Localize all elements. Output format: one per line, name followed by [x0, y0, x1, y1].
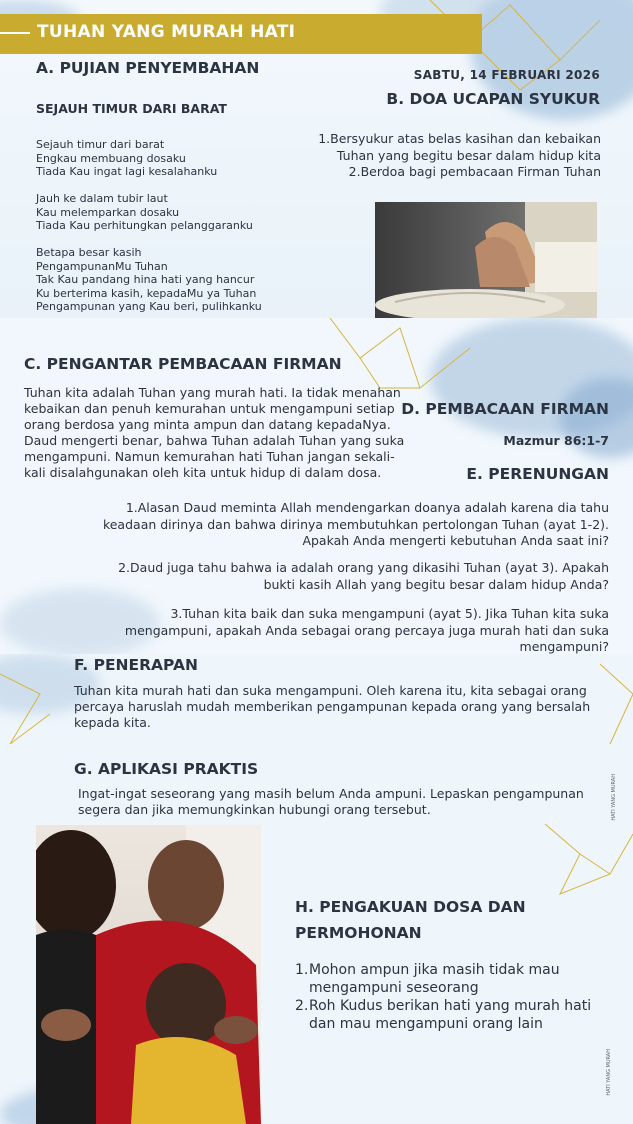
section-c-text [24, 385, 404, 481]
lyric-line: PengampunanMu Tuhan [36, 259, 168, 273]
text-line: Mohon ampun jika masih tidak mau [309, 962, 560, 978]
text-line: mengampuni seseorang [309, 980, 479, 996]
section-b-list [301, 131, 601, 181]
text-line: Roh Kudus berikan hati yang murah hati [309, 998, 592, 1014]
text-line: segera dan jika memungkinkan hubungi orang tersebut. [78, 802, 431, 817]
panel-application-confession [0, 654, 633, 1124]
praying-family-illustration [36, 825, 261, 1124]
lyric-line: Engkau membuang dosaku [36, 151, 186, 165]
page-title: TUHAN YANG MURAH HATI [37, 22, 296, 42]
text-line: 3.Tuhan kita baik dan suka mengampuni (ayat 5). Jika Tuhan kita suka [170, 606, 609, 621]
list-item [295, 961, 591, 997]
section-b-heading: B. DOA UCAPAN SYUKUR [386, 90, 600, 108]
song-verse-2 [36, 192, 253, 233]
song-verse-3 [36, 246, 262, 314]
section-f-heading: F. PENERAPAN [74, 656, 198, 674]
text-line: 2.Daud juga tahu bahwa ia adalah orang yang dikasihi Tuhan (ayat 3). Apakah [118, 560, 609, 575]
lyric-line: Jauh ke dalam tubir laut [36, 192, 168, 205]
section-e-heading: E. PERENUNGAN [466, 465, 609, 483]
text-line: orang berdosa yang minta ampun dan datang kepadaNya. [24, 417, 391, 432]
lyric-line: Betapa besar kasih [36, 246, 142, 259]
song-verse-1 [36, 138, 217, 179]
heading-line: H. PENGAKUAN DOSA DAN [295, 898, 526, 916]
panel-introduction-reflection [0, 318, 633, 654]
song-title: SEJAUH TIMUR DARI BARAT [36, 101, 227, 116]
text-line: mengampuni. Namun kemurahan hati Tuhan jangan sekali- [24, 449, 395, 464]
list-number: 2. [295, 998, 309, 1014]
side-watermark: HATI YANG MURAH [606, 1049, 612, 1096]
list-number: 1. [295, 962, 309, 978]
lyric-line: Sejauh timur dari barat [36, 138, 165, 151]
text-line: 1.Alasan Daud meminta Allah mendengarkan doanya adalah karena dia tahu [125, 500, 609, 515]
section-f-text [74, 683, 590, 731]
date-label: SABTU, 14 FEBRUARI 2026 [413, 68, 600, 82]
side-watermark: HATI YANG MURAH [611, 774, 617, 821]
section-g-text [78, 786, 584, 818]
text-line: mengampuni? [519, 639, 609, 654]
praying-hands-photo [375, 202, 597, 318]
praying-hands-illustration [375, 202, 597, 318]
text-line: keadaan dirinya dan bahwa dirinya membutuhkan pertolongan Tuhan (ayat 1-2). [102, 516, 609, 532]
panel-praise-thanksgiving [0, 0, 633, 318]
reflection-point-1 [89, 500, 609, 550]
text-line: Daud mengerti benar, bahwa Tuhan adalah Tuhan yang suka [24, 433, 405, 448]
text-line: bukti kasih Allah yang begitu besar dalam hidup Anda? [263, 576, 609, 592]
text-line: dan mau mengampuni orang lain [309, 1016, 543, 1032]
banner-accent-line [0, 32, 30, 34]
reflection-point-2 [89, 560, 609, 593]
lyric-line: Tiada Kau ingat lagi kesalahanku [36, 165, 218, 179]
lyric-line: Ku berterima kasih, kepadaMu ya Tuhan [36, 286, 257, 300]
reflection-point-3 [89, 606, 609, 654]
section-g-heading: G. APLIKASI PRAKTIS [74, 760, 259, 778]
text-line: kali disalahgunakan oleh kita untuk hidup di dalam dosa. [24, 465, 382, 480]
text-line: kebaikan dan penuh kemurahan untuk mengampuni setiap [24, 401, 395, 416]
section-h-list [295, 961, 591, 1033]
text-line: Tuhan kita murah hati dan suka mengampuni. Oleh karena itu, kita sebagai orang [74, 683, 587, 698]
text-line: Tuhan kita adalah Tuhan yang murah hati. Ia tidak menahan [24, 385, 401, 400]
lyric-line: Pengampunan yang Kau beri, pulihkanku [36, 300, 262, 314]
text-line: kepada kita. [74, 715, 151, 730]
section-a-heading: A. PUJIAN PENYEMBAHAN [36, 59, 260, 77]
praying-family-photo [36, 825, 261, 1124]
lyric-line: Tak Kau pandang hina hati yang hancur [36, 273, 255, 287]
text-line: mengampuni, apakah Anda sebagai orang percaya juga murah hati dan suka [124, 622, 609, 638]
section-d-heading: D. PEMBACAAN FIRMAN [401, 400, 609, 418]
lyric-line: Kau melemparkan dosaku [36, 205, 180, 219]
list-item: Tuhan yang begitu besar dalam hidup kita [336, 147, 601, 163]
lyric-line: Tiada Kau perhitungkan pelanggaranku [36, 219, 253, 233]
list-item: 1.Bersyukur atas belas kasihan dan kebaikan [318, 131, 601, 146]
text-line: Apakah Anda mengerti kebutuhan Anda saat ini? [302, 533, 609, 548]
scripture-reference: Mazmur 86:1-7 [503, 433, 609, 448]
section-c-heading: C. PENGANTAR PEMBACAAN FIRMAN [24, 355, 342, 373]
list-item [295, 997, 591, 1033]
heading-line: PERMOHONAN [295, 924, 422, 942]
list-item: 2.Berdoa bagi pembacaan Firman Tuhan [348, 164, 601, 179]
text-line: Ingat-ingat seseorang yang masih belum Anda ampuni. Lepaskan pengampunan [78, 786, 584, 801]
section-h-heading [295, 894, 526, 946]
text-line: percaya haruslah mudah memberikan pengampunan kepada orang yang bersalah [74, 699, 591, 714]
